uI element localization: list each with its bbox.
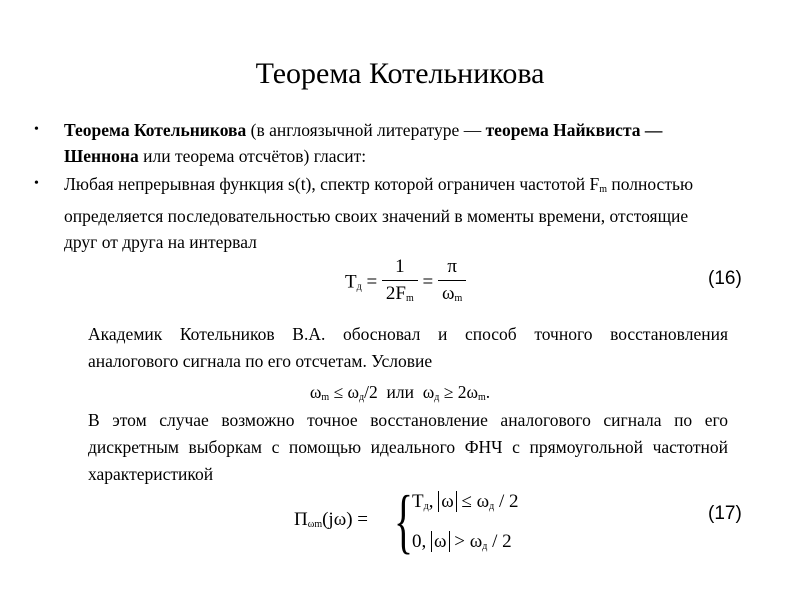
bullet-theorem-definition	[34, 117, 724, 169]
equation-number-17: (17)	[708, 503, 742, 524]
bullet-text	[64, 117, 724, 169]
formula-part: ≤ ω	[456, 491, 490, 512]
bullet-mark: •	[34, 176, 39, 191]
equation-number-16: (16)	[708, 268, 742, 289]
bullet-mark: •	[34, 122, 39, 137]
bullet-text-part: (в англоязычной литературе —	[246, 120, 486, 140]
subscript: m	[477, 392, 486, 403]
formula-symbol: ω	[442, 283, 455, 304]
fraction-pi-over-wm	[438, 254, 466, 312]
formula-symbol: ω	[309, 382, 322, 402]
formula-case-2	[412, 531, 512, 553]
formula-part: .	[485, 382, 491, 402]
bullet-text-part: или теорема отсчётов) гласит:	[138, 146, 367, 166]
formula-part: или ω	[377, 382, 435, 402]
fraction-numerator: 1	[395, 256, 405, 277]
formula-part: > ω	[449, 531, 483, 552]
bullet-text-part: полностью определяется последовательностью своих значений в моменты времени, отстоящие друг от друга на интервал	[64, 174, 694, 252]
subscript: m	[454, 293, 463, 304]
formula-part: ≤ ω	[329, 382, 360, 402]
formula-sampling-interval	[345, 254, 466, 312]
fraction-denominator	[382, 280, 418, 312]
subscript: д	[482, 541, 488, 552]
formula-case-1	[412, 491, 519, 513]
bullet-text	[64, 171, 724, 255]
formula-lhs	[294, 509, 368, 531]
formula-part: /2	[364, 382, 378, 402]
theorem-term: Теорема Котельникова	[64, 120, 247, 140]
fraction-1-over-2fm	[382, 254, 418, 312]
subscript: д	[489, 501, 495, 512]
formula-part: / 2	[487, 531, 512, 552]
absolute-value: ω	[431, 531, 450, 552]
formula-part: 0,	[412, 531, 431, 552]
subscript: д	[356, 281, 362, 293]
paragraph-reconstruction: В этом случае возможно точное восстановление аналогового сигнала по его дискретным выборкам с помощью идеального ФНЧ с прямоугольной частотной характеристикой	[88, 410, 728, 484]
formula-equals: =	[366, 271, 378, 293]
formula-part: ,	[428, 491, 439, 512]
bullet-text-part: Любая непрерывная функция s(t), спектр которой ограничен частотой F	[64, 174, 600, 194]
formula-part: (jω) =	[322, 509, 369, 530]
formula-symbol: Π	[294, 509, 308, 530]
subscript: д	[359, 392, 365, 403]
fraction-denominator	[438, 280, 466, 312]
formula-symbol: 2F	[385, 283, 406, 304]
subscript: m	[321, 392, 330, 403]
bullet-theorem-statement	[34, 171, 724, 255]
subscript: д	[423, 501, 429, 512]
formula-part: ≥ 2ω	[439, 382, 478, 402]
slide-title: Теорема Котельникова	[255, 57, 545, 90]
subscript: д	[434, 392, 440, 403]
subscript: m	[406, 293, 414, 304]
formula-symbol: T	[412, 491, 424, 512]
formula-equals: =	[422, 271, 434, 293]
paragraph-kotelnikov: Академик Котельников В.А. обосновал и способ точного восстановления аналогового сигнала по его отсчетам. Условие	[88, 324, 728, 371]
left-brace-icon: {	[394, 481, 414, 561]
formula-symbol: T	[345, 271, 357, 293]
formula-part: / 2	[494, 491, 519, 512]
theorem-alt-term: теорема Найквиста — Шеннона	[64, 120, 663, 166]
subscript: m	[599, 184, 608, 195]
subscript: ωm	[307, 519, 323, 530]
absolute-value: ω	[438, 491, 457, 512]
fraction-numerator: π	[447, 256, 457, 277]
